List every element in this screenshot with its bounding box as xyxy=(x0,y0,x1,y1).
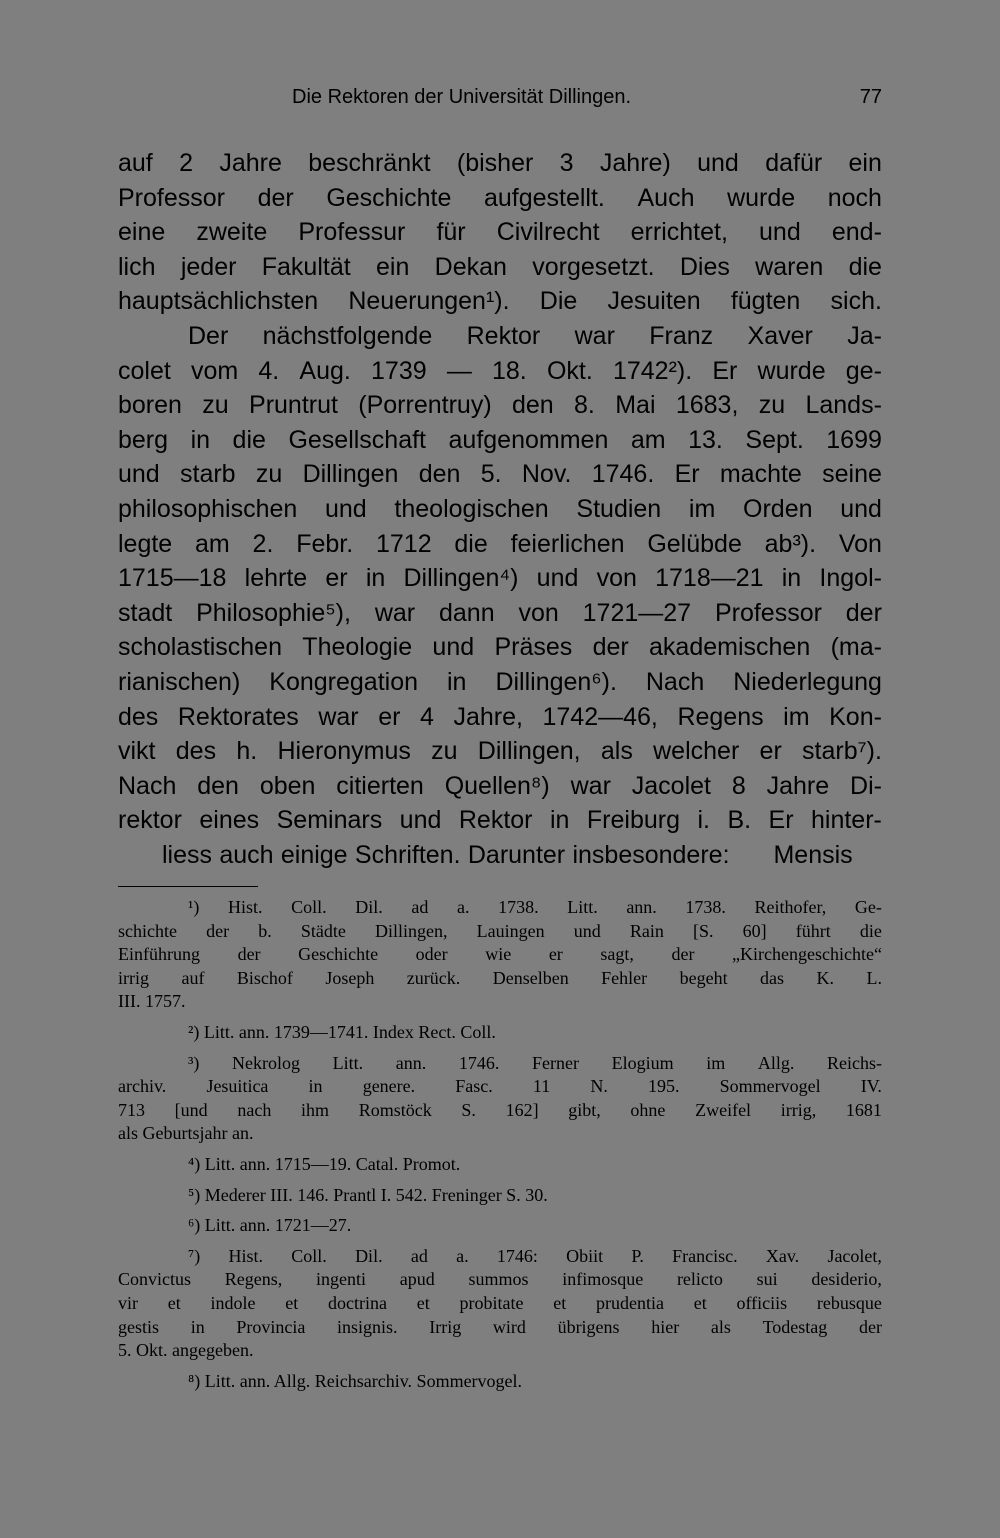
text-line: rianischen) Kongregation in Dillingen⁶). Nach Niederlegung xyxy=(118,667,882,696)
running-header xyxy=(118,86,882,118)
text-line-final: liess auch einige Schriften. Darunter insbesondere: Mensis xyxy=(161,840,853,869)
text-line: hauptsächlichsten Neuerungen¹). Die Jesuiten fügten sich. xyxy=(118,287,882,316)
footnote-separator xyxy=(118,886,258,887)
text-line: legte am 2. Febr. 1712 die feierlichen Gelübde ab³). Von xyxy=(118,529,882,558)
footnote-line: ⁴) Litt. ann. 1715—19. Catal. Promot. xyxy=(188,1153,461,1174)
text-line: scholastischen Theologie und Präses der akademischen (ma- xyxy=(118,633,882,662)
page-number: 77 xyxy=(859,86,882,108)
footnote-line: ⁶) Litt. ann. 1721—27. xyxy=(188,1215,352,1236)
footnote-line: als Geburtsjahr an. xyxy=(118,1123,254,1144)
text-line: Professor der Geschichte aufgestellt. Auch wurde noch xyxy=(118,183,882,212)
footnote-line: irrig auf Bischof Joseph zurück. Denselben Fehler begeht das K. L. xyxy=(118,967,882,988)
text-line: 1715—18 lehrte er in Dillingen⁴) und von 1718—21 in Ingol- xyxy=(118,564,882,593)
text-line: Der nächstfolgende Rektor war Franz Xaver Ja- xyxy=(188,321,882,350)
text-line: lich jeder Fakultät ein Dekan vorgesetzt. Dies waren die xyxy=(118,252,882,281)
text-line: boren zu Pruntrut (Porrentruy) den 8. Mai 1683, zu Lands- xyxy=(118,391,882,420)
footnote-line: schichte der b. Städte Dillingen, Lauingen und Rain [S. 60] führt die xyxy=(118,920,882,941)
text-line: Nach den oben citierten Quellen⁸) war Jacolet 8 Jahre Di- xyxy=(118,771,882,800)
main-text xyxy=(118,146,882,872)
footnote-line: ⁷) Hist. Coll. Dil. ad a. 1746: Obiit P. Francisc. Xav. Jacolet, xyxy=(188,1245,882,1266)
footnotes xyxy=(118,896,882,1393)
footnote-line: archiv. Jesuitica in genere. Fasc. 11 N. 195. Sommervogel IV. xyxy=(118,1076,882,1097)
footnote-line: vir et indole et doctrina et probitate et prudentia et officiis rebusque xyxy=(118,1292,882,1313)
text-line: rektor eines Seminars und Rektor in Freiburg i. B. Er hinter- xyxy=(118,806,882,835)
footnote-line: 713 [und nach ihm Romstöck S. 162] gibt, ohne Zweifel irrig, 1681 xyxy=(118,1099,882,1120)
footnote-line: Convictus Regens, ingenti apud summos infimosque relicto sui desiderio, xyxy=(118,1269,882,1290)
footnote-line: ³) Nekrolog Litt. ann. 1746. Ferner Elogium im Allg. Reichs- xyxy=(188,1052,882,1073)
text-line: vikt des h. Hieronymus zu Dillingen, als welcher er starb⁷). xyxy=(118,737,882,766)
text-line: philosophischen und theologischen Studien im Orden und xyxy=(118,494,882,523)
footnote-line: ²) Litt. ann. 1739—1741. Index Rect. Coll. xyxy=(188,1021,496,1042)
footnote-line: Einführung der Geschichte oder wie er sagt, der „Kirchengeschichte“ xyxy=(118,944,882,965)
text-line: auf 2 Jahre beschränkt (bisher 3 Jahre) und dafür ein xyxy=(118,149,882,177)
running-title: Die Rektoren der Universität Dillingen. xyxy=(292,86,632,108)
text-line: colet vom 4. Aug. 1739 — 18. Okt. 1742²). Er wurde ge- xyxy=(118,356,882,385)
text-line: des Rektorates war er 4 Jahre, 1742—46, Regens im Kon- xyxy=(118,702,882,731)
footnote-line: ⁸) Litt. ann. Allg. Reichsarchiv. Sommervogel. xyxy=(188,1370,523,1391)
text-line: berg in die Gesellschaft aufgenommen am 13. Sept. 1699 xyxy=(118,425,882,454)
text-line: eine zweite Professur für Civilrecht errichtet, und end- xyxy=(118,218,882,247)
footnote-line: ¹) Hist. Coll. Dil. ad a. 1738. Litt. ann. 1738. Reithofer, Ge- xyxy=(188,897,882,917)
footnote-line: III. 1757. xyxy=(118,991,186,1012)
text-line: und starb zu Dillingen den 5. Nov. 1746. Er machte seine xyxy=(118,460,882,489)
text-line: stadt Philosophie⁵), war dann von 1721—27 Professor der xyxy=(118,598,882,627)
footnote-line: gestis in Provincia insignis. Irrig wird übrigens hier als Todestag der xyxy=(118,1316,882,1337)
footnote-line: 5. Okt. angegeben. xyxy=(118,1340,254,1361)
footnote-line: ⁵) Mederer III. 146. Prantl I. 542. Freninger S. 30. xyxy=(188,1184,548,1205)
